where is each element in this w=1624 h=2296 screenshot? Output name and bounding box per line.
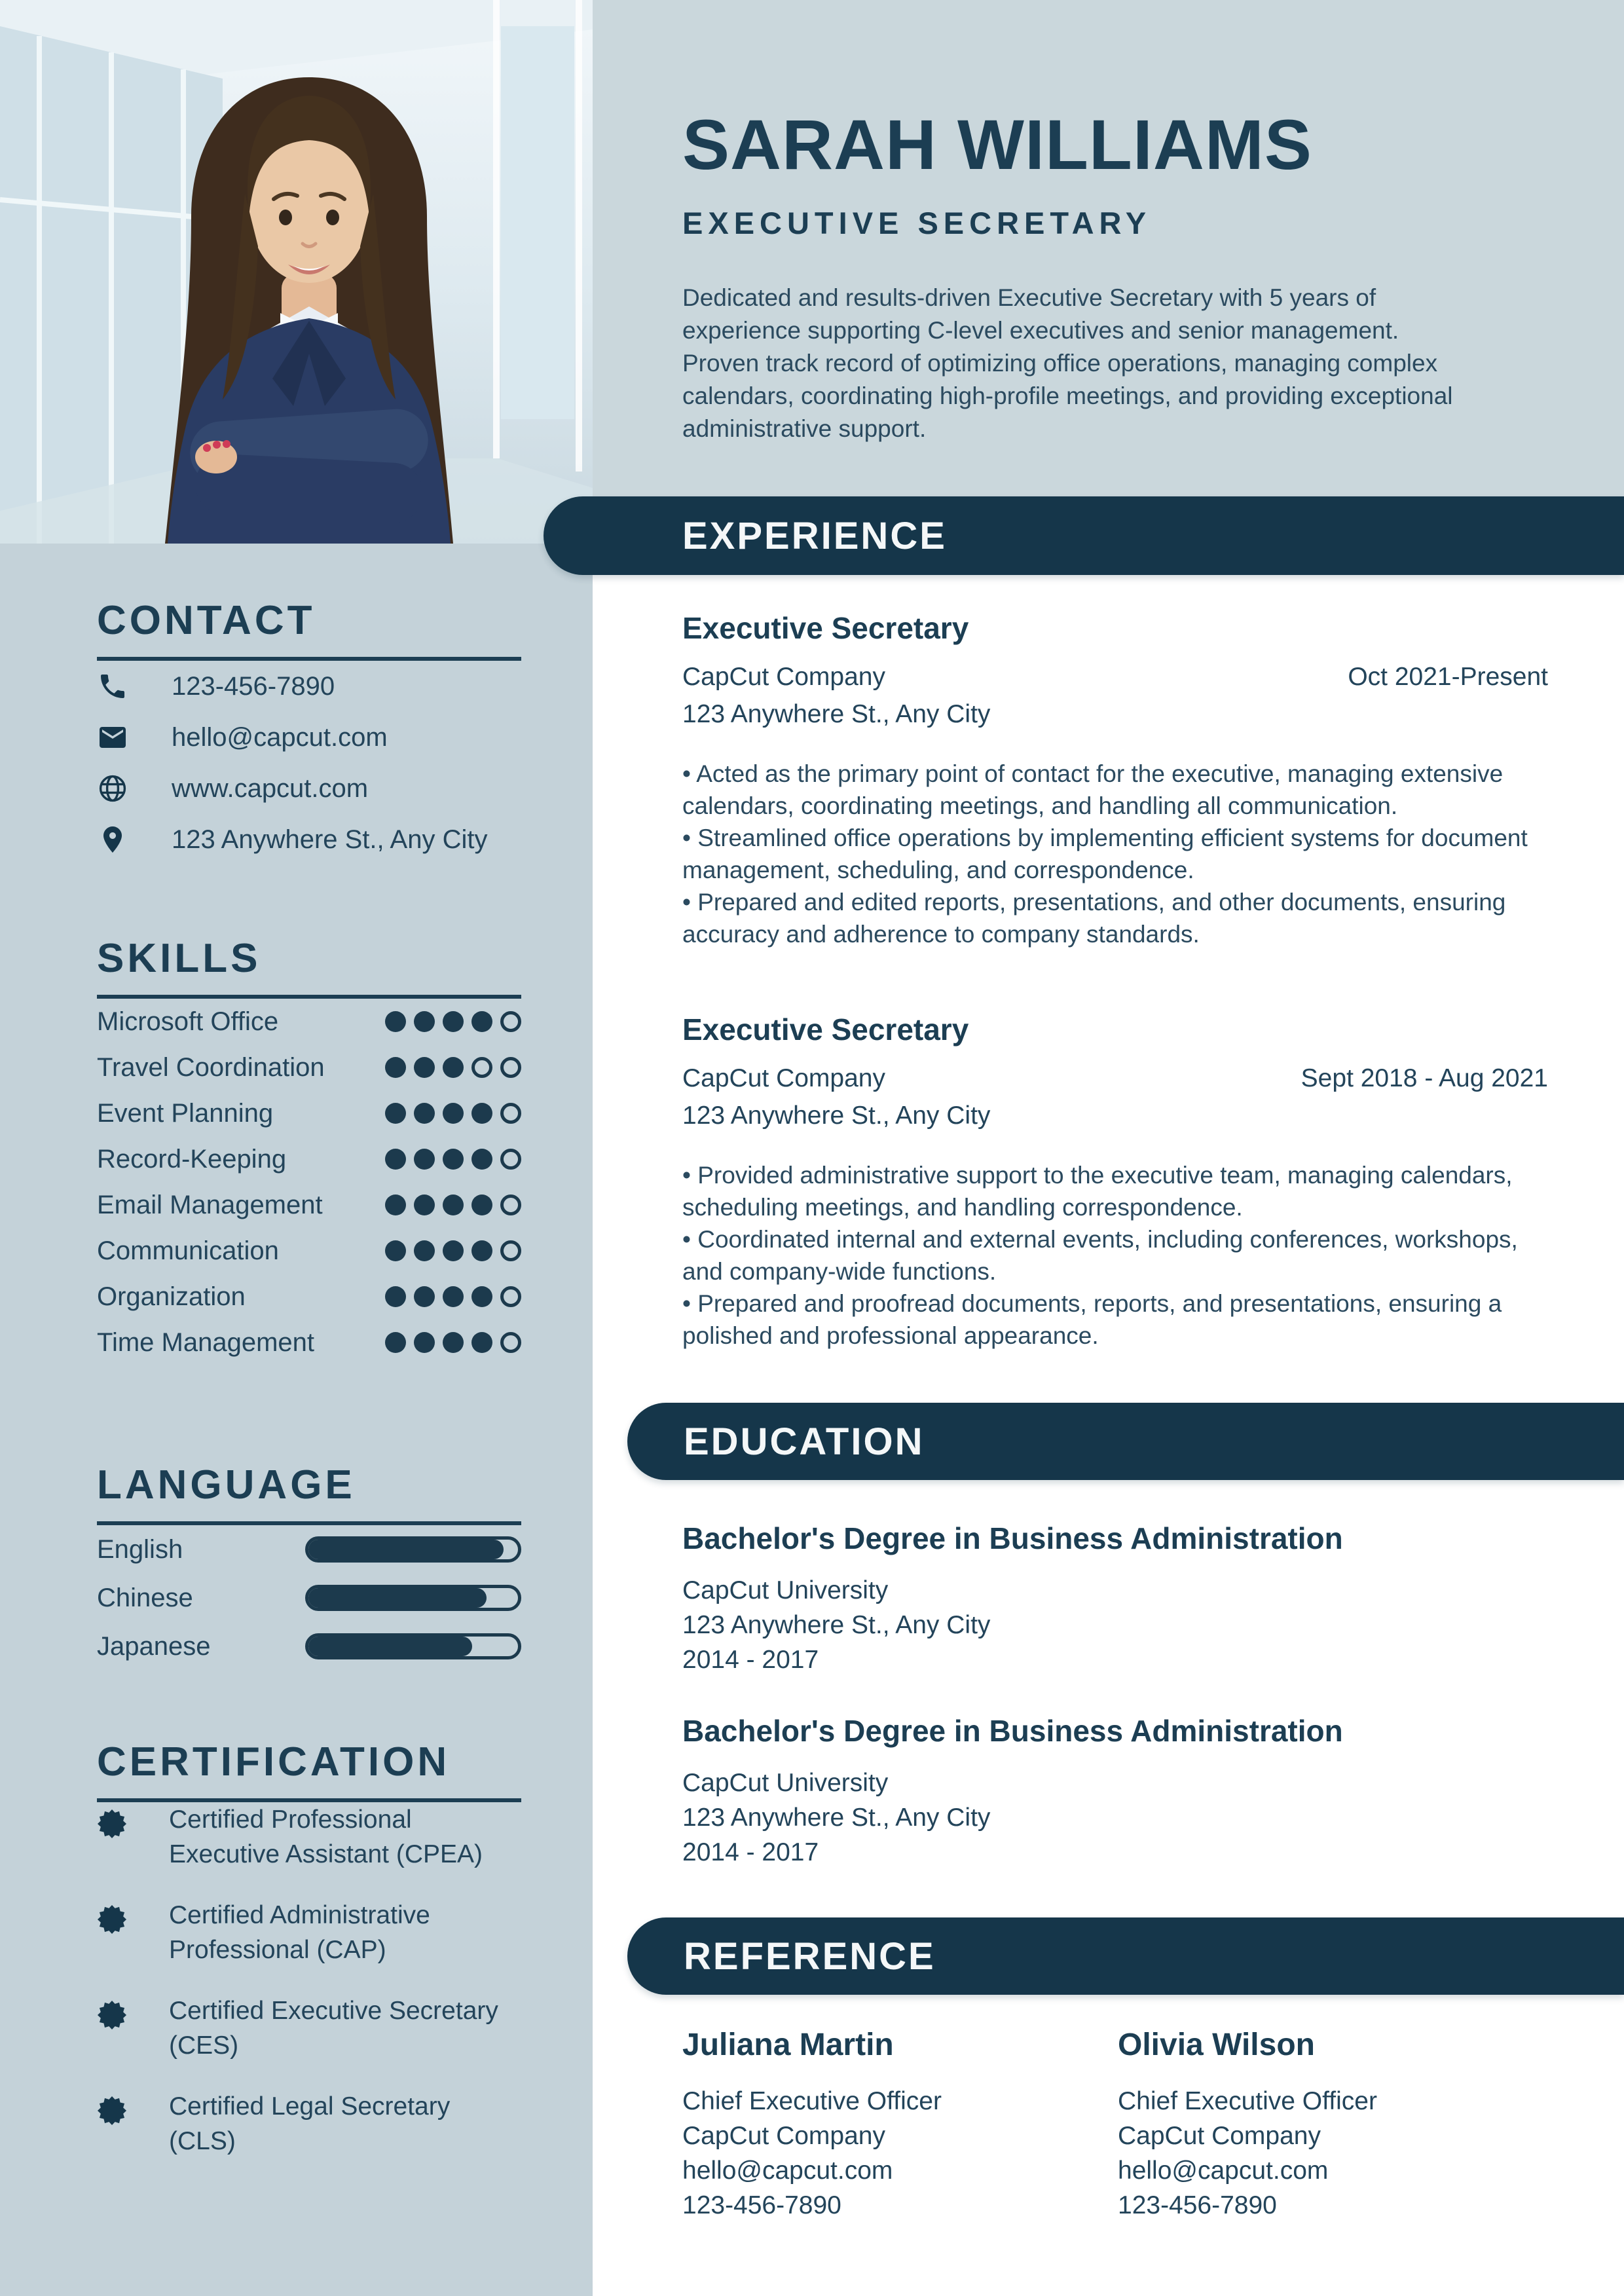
skill-dot-filled xyxy=(385,1149,406,1170)
reference-email: hello@capcut.com xyxy=(682,2157,893,2185)
school-location: 123 Anywhere St., Any City xyxy=(682,1611,991,1639)
profile-photo xyxy=(0,0,593,544)
certification-section xyxy=(97,1739,521,2185)
reference-name: Juliana Martin xyxy=(682,2028,894,2062)
phone-icon xyxy=(97,671,128,702)
skill-dot-filled xyxy=(471,1194,492,1215)
skill-dot-empty xyxy=(500,1286,521,1307)
school-name: CapCut University xyxy=(682,1576,889,1604)
job-bullet: • Streamlined office operations by implementing efficient systems for document management, scheduling, and correspondence. xyxy=(682,822,1548,886)
job-dates: Sept 2018 - Aug 2021 xyxy=(1301,1064,1548,1092)
skill-dot-filled xyxy=(385,1240,406,1261)
skill-dots xyxy=(385,1057,521,1078)
skills-list xyxy=(97,999,521,1365)
skill-row xyxy=(97,1182,521,1228)
job-bullet-list xyxy=(682,1159,1548,1352)
skill-dot-empty xyxy=(500,1103,521,1124)
skill-dot-empty xyxy=(471,1057,492,1078)
skill-dot-filled xyxy=(414,1149,435,1170)
skill-dot-filled xyxy=(414,1103,435,1124)
skill-dot-empty xyxy=(500,1011,521,1032)
reference-cards xyxy=(682,2027,1553,2223)
job-bullet: • Prepared and edited reports, presentations, and other documents, ensuring accuracy and adherence to company standards. xyxy=(682,886,1548,950)
certification-item xyxy=(97,1802,521,1872)
certification-label: Certified Legal Secretary (CLS) xyxy=(169,2092,451,2155)
certification-item xyxy=(97,1993,521,2063)
contact-item xyxy=(97,763,521,814)
skill-dot-filled xyxy=(471,1011,492,1032)
language-label: Japanese xyxy=(97,1631,211,1661)
skill-row xyxy=(97,1320,521,1365)
job-bullet: • Coordinated internal and external events, including conferences, workshops, and company-wide functions. xyxy=(682,1223,1548,1287)
job-location: 123 Anywhere St., Any City xyxy=(682,700,991,728)
skill-dot-empty xyxy=(500,1057,521,1078)
skill-dots xyxy=(385,1332,521,1353)
education-entry xyxy=(682,1521,1548,1677)
skill-row xyxy=(97,1090,521,1136)
education-years: 2014 - 2017 xyxy=(682,1838,819,1866)
contact-item xyxy=(97,712,521,763)
language-row xyxy=(97,1574,521,1622)
skill-dot-filled xyxy=(443,1194,464,1215)
skill-dot-filled xyxy=(385,1057,406,1078)
skill-dot-filled xyxy=(414,1332,435,1353)
reference-company: CapCut Company xyxy=(682,2122,885,2150)
job-location: 123 Anywhere St., Any City xyxy=(682,1102,991,1130)
skill-dot-filled xyxy=(443,1286,464,1307)
job-company: CapCut Company xyxy=(682,663,885,691)
experience-section-banner xyxy=(544,496,1624,575)
skill-dot-filled xyxy=(385,1103,406,1124)
skill-dot-filled xyxy=(385,1194,406,1215)
seal-icon xyxy=(97,1904,127,1935)
email-icon xyxy=(97,722,128,753)
skill-dot-empty xyxy=(500,1240,521,1261)
contact-list xyxy=(97,661,521,865)
skill-dot-filled xyxy=(443,1149,464,1170)
skill-row xyxy=(97,1136,521,1182)
skill-label: Communication xyxy=(97,1236,279,1265)
seal-icon xyxy=(97,2000,127,2030)
skill-dot-filled xyxy=(414,1057,435,1078)
skill-dot-filled xyxy=(443,1011,464,1032)
certification-label: Certified Executive Secretary (CES) xyxy=(169,1997,498,2060)
job-title: Executive Secretary xyxy=(682,1012,969,1046)
school-name: CapCut University xyxy=(682,1769,889,1797)
reference-email: hello@capcut.com xyxy=(1118,2157,1329,2185)
contact-value[interactable]: 123-456-7890 xyxy=(172,671,335,701)
skill-dot-filled xyxy=(471,1103,492,1124)
language-label: Chinese xyxy=(97,1583,193,1612)
language-row xyxy=(97,1525,521,1574)
reference-card xyxy=(682,2027,1118,2223)
skill-label: Record-Keeping xyxy=(97,1144,287,1174)
language-bar-fill xyxy=(308,1637,472,1656)
job-entry xyxy=(682,1012,1548,1352)
skill-dots xyxy=(385,1011,521,1032)
reference-section-banner xyxy=(627,1917,1624,1995)
education-entry xyxy=(682,1713,1548,1870)
language-list xyxy=(97,1525,521,1671)
skill-row xyxy=(97,999,521,1045)
job-bullet-list xyxy=(682,758,1548,950)
contact-item xyxy=(97,814,521,865)
contact-value[interactable]: hello@capcut.com xyxy=(172,722,388,752)
contact-item xyxy=(97,661,521,712)
skill-dot-empty xyxy=(500,1194,521,1215)
skill-dots xyxy=(385,1149,521,1170)
certification-list xyxy=(97,1802,521,2158)
skill-dot-filled xyxy=(443,1332,464,1353)
skill-label: Organization xyxy=(97,1282,246,1311)
job-dates: Oct 2021-Present xyxy=(1348,663,1548,691)
skill-dot-filled xyxy=(443,1103,464,1124)
skill-dot-filled xyxy=(471,1332,492,1353)
language-label: English xyxy=(97,1534,183,1564)
skill-dots xyxy=(385,1240,521,1261)
skill-dot-filled xyxy=(385,1011,406,1032)
reference-phone: 123-456-7890 xyxy=(1118,2191,1277,2219)
language-bar-fill xyxy=(308,1540,504,1559)
job-bullet: • Acted as the primary point of contact for the executive, managing extensive calendars, coordinating meetings, and handling all communication. xyxy=(682,758,1548,822)
reference-heading: REFERENCE xyxy=(684,1935,936,1978)
location-icon xyxy=(97,824,128,855)
skill-dot-filled xyxy=(443,1240,464,1261)
page-title: SARAH WILLIAMS xyxy=(682,105,1312,184)
reference-role: Chief Executive Officer xyxy=(682,2087,942,2115)
reference-phone: 123-456-7890 xyxy=(682,2191,841,2219)
language-section-heading: LANGUAGE xyxy=(97,1462,356,1508)
seal-icon xyxy=(97,1809,127,1839)
language-bar xyxy=(305,1536,521,1563)
skill-dot-filled xyxy=(471,1149,492,1170)
reference-role: Chief Executive Officer xyxy=(1118,2087,1377,2115)
skills-section xyxy=(97,935,521,1365)
globe-icon xyxy=(97,773,128,804)
job-bullet: • Provided administrative support to the executive team, managing calendars, scheduling meetings, and handling correspondence. xyxy=(682,1159,1548,1223)
degree-title: Bachelor's Degree in Business Administration xyxy=(682,1714,1343,1748)
education-years: 2014 - 2017 xyxy=(682,1646,819,1674)
experience-heading: EXPERIENCE xyxy=(682,514,947,557)
education-section-banner xyxy=(627,1403,1624,1480)
skill-dot-filled xyxy=(414,1286,435,1307)
skill-label: Travel Coordination xyxy=(97,1052,325,1082)
contact-value[interactable]: www.capcut.com xyxy=(172,773,369,803)
skill-label: Microsoft Office xyxy=(97,1007,279,1036)
skill-label: Time Management xyxy=(97,1327,314,1357)
skill-dot-filled xyxy=(414,1194,435,1215)
certification-item xyxy=(97,2089,521,2158)
skill-dot-filled xyxy=(385,1286,406,1307)
certification-label: Certified Administrative Professional (CAP) xyxy=(169,1901,430,1964)
skill-dot-filled xyxy=(414,1011,435,1032)
skill-dots xyxy=(385,1194,521,1215)
skill-dot-filled xyxy=(443,1057,464,1078)
certification-section-heading: CERTIFICATION xyxy=(97,1739,451,1785)
skill-dots xyxy=(385,1286,521,1307)
reference-name: Olivia Wilson xyxy=(1118,2028,1315,2062)
degree-title: Bachelor's Degree in Business Administration xyxy=(682,1521,1343,1555)
job-company: CapCut Company xyxy=(682,1064,885,1092)
contact-section-heading: CONTACT xyxy=(97,598,316,643)
portrait-illustration xyxy=(0,0,593,544)
reference-card xyxy=(1118,2027,1553,2223)
language-bar xyxy=(305,1585,521,1611)
skill-label: Event Planning xyxy=(97,1098,274,1128)
language-bar-fill xyxy=(308,1588,487,1608)
skill-dot-filled xyxy=(471,1240,492,1261)
language-bar xyxy=(305,1633,521,1659)
skill-row xyxy=(97,1228,521,1274)
job-entry xyxy=(682,610,1548,950)
reference-company: CapCut Company xyxy=(1118,2122,1321,2150)
skill-dot-empty xyxy=(500,1149,521,1170)
header-block xyxy=(682,103,1501,470)
skill-label: Email Management xyxy=(97,1190,323,1219)
education-heading: EDUCATION xyxy=(684,1420,925,1463)
language-row xyxy=(97,1622,521,1671)
certification-item xyxy=(97,1898,521,1967)
skill-dot-filled xyxy=(471,1286,492,1307)
skill-dots xyxy=(385,1103,521,1124)
job-bullet: • Prepared and proofread documents, reports, and presentations, ensuring a polished and professional appearance. xyxy=(682,1287,1548,1352)
contact-section xyxy=(97,597,521,865)
language-section xyxy=(97,1462,521,1671)
seal-icon xyxy=(97,2096,127,2126)
skill-dot-empty xyxy=(500,1332,521,1353)
contact-value: 123 Anywhere St., Any City xyxy=(172,824,488,854)
job-title: Executive Secretary xyxy=(682,611,969,645)
school-location: 123 Anywhere St., Any City xyxy=(682,1804,991,1832)
profile-summary: Dedicated and results-driven Executive Secretary with 5 years of experience supporting C-level executives and senior management. Proven track record of optimizing office operations, managing complex calendars, coordinating high-profile meetings, and providing exceptional administrative support. xyxy=(682,284,1453,442)
skill-dot-filled xyxy=(414,1240,435,1261)
skills-section-heading: SKILLS xyxy=(97,936,261,981)
skill-row xyxy=(97,1274,521,1320)
skill-row xyxy=(97,1045,521,1090)
certification-label: Certified Professional Executive Assistant (CPEA) xyxy=(169,1805,483,1868)
person-job-title: EXECUTIVE SECRETARY xyxy=(682,206,1152,240)
skill-dot-filled xyxy=(385,1332,406,1353)
